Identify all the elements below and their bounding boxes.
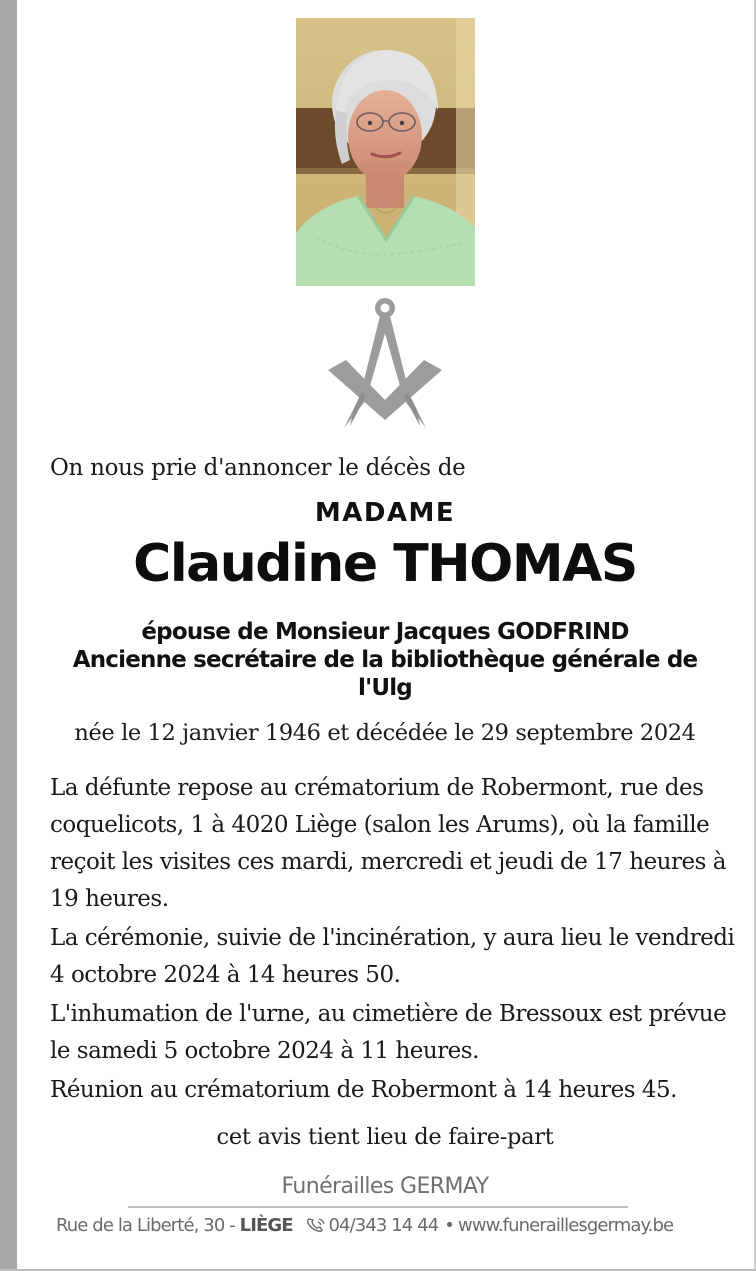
footer-website[interactable]: www.funeraillesgermay.be (458, 1215, 674, 1236)
deceased-name: Claudine THOMAS (133, 534, 637, 594)
birth-death-dates: née le 12 janvier 1946 et décédée le 29 septembre 2024 (74, 720, 696, 746)
funeral-home-footer (56, 1215, 673, 1238)
deceased-details (40, 618, 730, 702)
funeral-home-name: Funérailles GERMAY (281, 1174, 489, 1199)
viewing-paragraph: La défunte repose au crématorium de Robermont, rue des coquelicots, 1 à 4020 Liège (salon les Arums), où la famille reçoit les visites ces mardi, mercredi et jeudi de 17 heures à 19 heures. (50, 775, 726, 912)
footer-phone: 04/343 14 44 (328, 1215, 439, 1236)
ceremony-paragraph: La cérémonie, suivie de l'incinération, y aura lieu le vendredi 4 octobre 2024 à 14 heures 50. (50, 925, 735, 988)
occupation-line: Ancienne secrétaire de la bibliothèque générale de (72, 647, 698, 673)
footer-address: Rue de la Liberté, 30 - (56, 1215, 240, 1236)
honorific: MADAME (314, 498, 456, 528)
spouse-line: épouse de Monsieur Jacques GODFRIND (141, 619, 629, 645)
gathering-paragraph: Réunion au crématorium de Robermont à 14 heures 45. (50, 1077, 677, 1103)
closing-note: cet avis tient lieu de faire-part (216, 1124, 554, 1150)
announcement-intro: On nous prie d'annoncer le décès de (50, 455, 466, 481)
portrait-photo (296, 18, 475, 286)
occupation-line-continued: l'Ulg (358, 675, 412, 701)
funeral-details (50, 770, 740, 1111)
divider (128, 1206, 628, 1208)
separator-bullet: • (444, 1215, 454, 1236)
footer-city: LIÈGE (239, 1215, 293, 1236)
square-and-compass-emblem (324, 296, 446, 432)
phone-icon (306, 1217, 326, 1238)
left-border (0, 0, 17, 1271)
burial-paragraph: L'inhumation de l'urne, au cimetière de Bressoux est prévue le samedi 5 octobre 2024 à 11 heures. (50, 1001, 727, 1064)
